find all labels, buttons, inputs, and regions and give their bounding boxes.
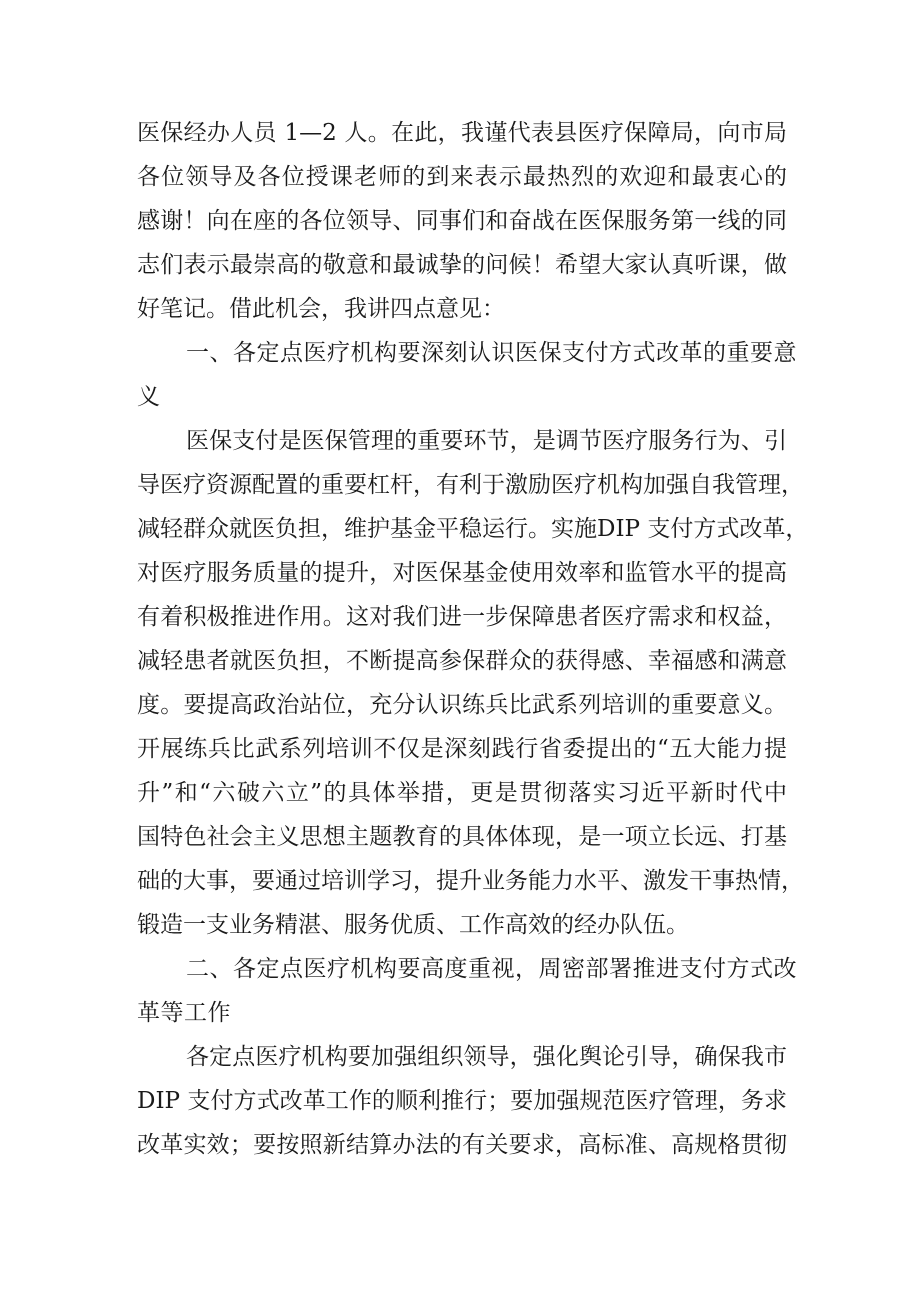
section-heading-2: 二、各定点医疗机构要高度重视，周密部署推进支付方式改 [186,956,797,982]
paragraph-line: DIP 支付方式改革工作的顺利推行；要加强规范医疗管理，务求 [137,1088,787,1114]
paragraph-line: 减轻群众就医负担，维护基金平稳运行。实施DIP 支付方式改革， [137,516,809,542]
paragraph-line: 减轻患者就医负担，不断提高参保群众的获得感、幸福感和满意 [137,648,787,674]
section-heading-1: 一、各定点医疗机构要深刻认识医保支付方式改革的重要意 [186,340,797,366]
paragraph-line: 有着积极推进作用。这对我们进一步保障患者医疗需求和权益， [137,604,787,630]
paragraph-line: 医保支付是医保管理的重要环节，是调节医疗服务行为、引 [186,428,787,454]
paragraph-line: 国特色社会主义思想主题教育的具体体现，是一项立长远、打基 [137,824,787,850]
paragraph-line: 对医疗服务质量的提升，对医保基金使用效率和监管水平的提高 [137,560,787,586]
paragraph-line: 锻造一支业务精湛、服务优质、工作高效的经办队伍。 [137,912,689,938]
paragraph-line: 改革实效；要按照新结算办法的有关要求，高标准、高规格贯彻 [137,1132,787,1158]
paragraph-line: 志们表示最崇高的敬意和最诚挚的问候！希望大家认真听课，做 [137,252,787,278]
paragraph-line: 各位领导及各位授课老师的到来表示最热烈的欢迎和最衷心的 [137,164,787,190]
paragraph-line: 感谢！向在座的各位领导、同事们和奋战在医保服务第一线的同 [137,208,787,234]
paragraph-line: 好笔记。借此机会，我讲四点意见： [137,296,505,322]
paragraph-line: 导医疗资源配置的重要杠杆，有利于激励医疗机构加强自我管理， [137,472,804,498]
paragraph-line: 医保经办人员 1—2 人。在此，我谨代表县医疗保障局，向市局 [137,120,787,146]
paragraph-line: 各定点医疗机构要加强组织领导，强化舆论引导，确保我市 [186,1044,787,1070]
paragraph-line: 开展练兵比武系列培训不仅是深刻践行省委提出的“五大能力提 [137,736,787,762]
section-heading-1-continued: 义 [137,384,161,410]
paragraph-line: 升”和“六破六立”的具体举措，更是贯彻落实习近平新时代中 [137,780,787,806]
paragraph-line: 础的大事，要通过培训学习，提升业务能力水平、激发干事热情， [137,868,804,894]
section-heading-2-continued: 革等工作 [137,1000,231,1026]
paragraph-line: 度。要提高政治站位，充分认识练兵比武系列培训的重要意义。 [137,692,787,718]
